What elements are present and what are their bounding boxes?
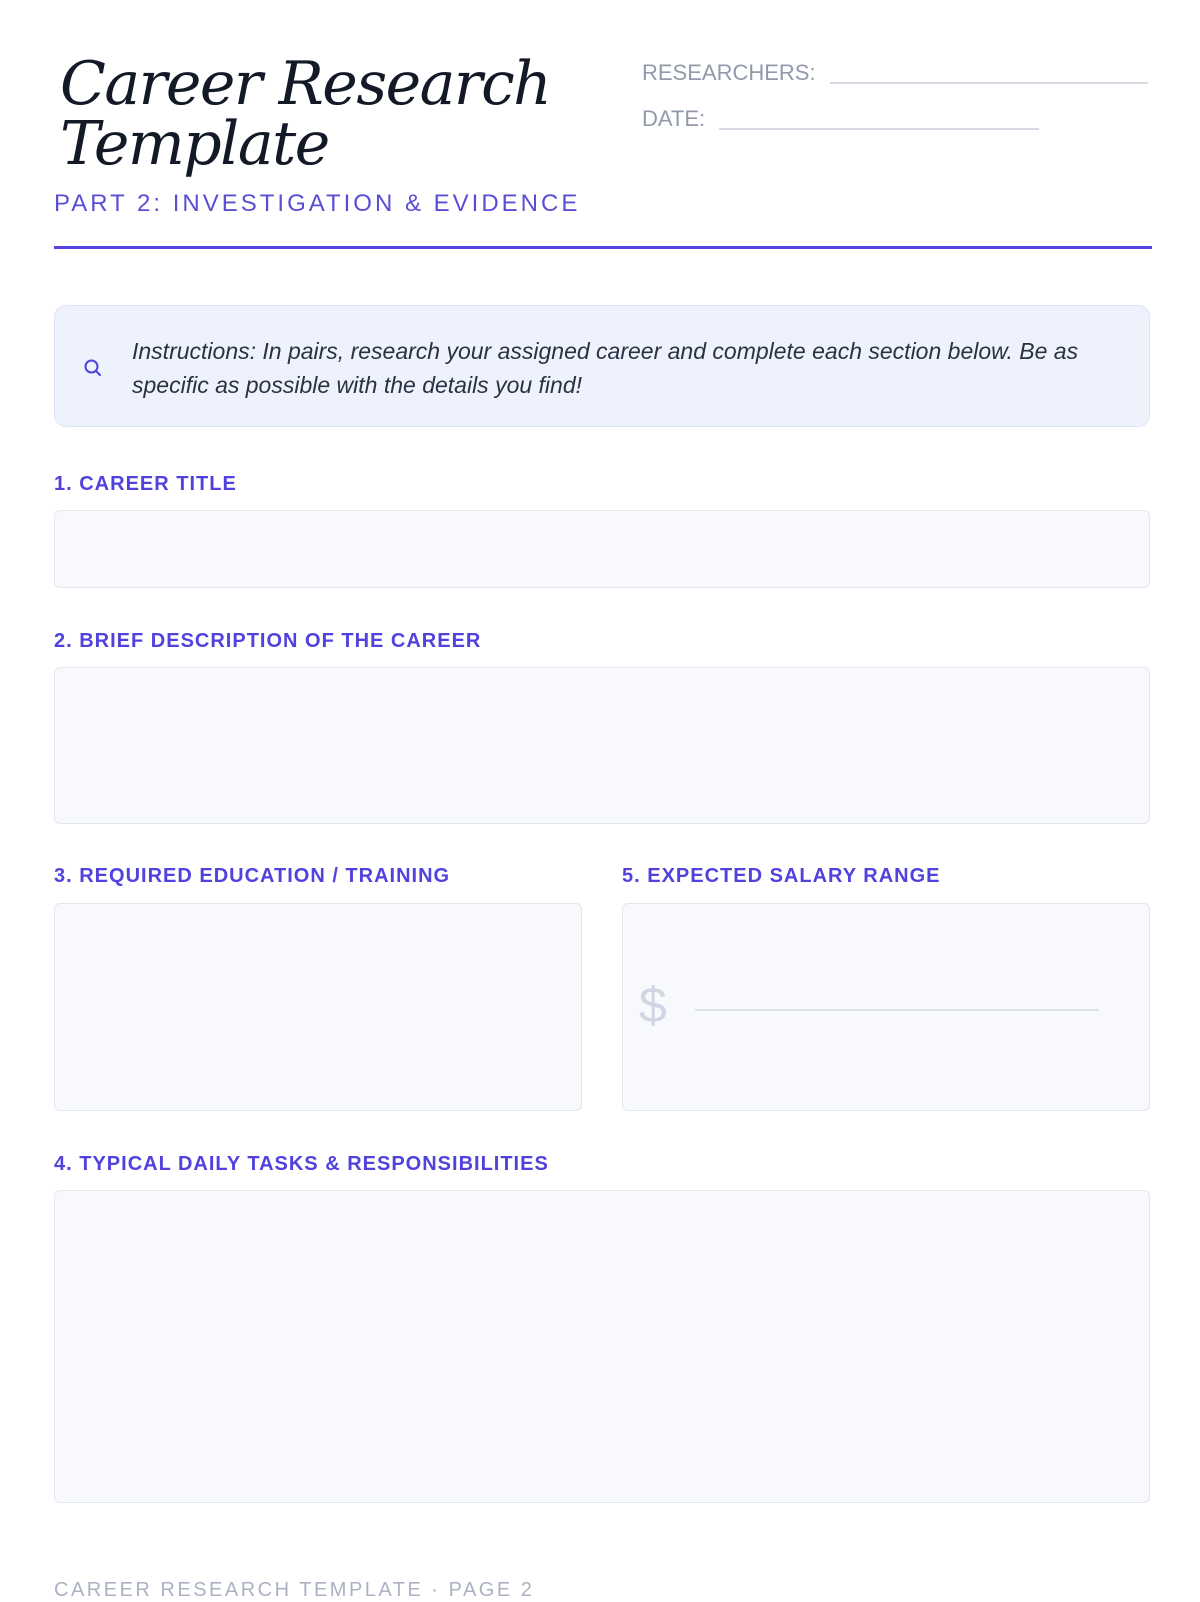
education-field[interactable]: [54, 903, 582, 1111]
dollar-sign: $: [639, 977, 667, 1033]
header-divider: [54, 246, 1152, 249]
instructions-box: [54, 305, 1150, 427]
header-meta: [642, 54, 1152, 146]
researchers-line[interactable]: [830, 82, 1148, 84]
section-salary-label: 5. EXPECTED SALARY RANGE: [622, 865, 941, 887]
career-title-field[interactable]: [54, 510, 1150, 588]
page-footer: CAREER RESEARCH TEMPLATE · PAGE 2: [54, 1579, 535, 1601]
description-field[interactable]: [54, 667, 1150, 824]
instructions-text: Instructions: In pairs, research your assigned career and complete each section below. Be as specific as possible with the details you find!: [132, 338, 1079, 398]
page-title: Career Research Template: [60, 49, 551, 179]
page-subtitle: PART 2: INVESTIGATION & EVIDENCE: [54, 190, 581, 217]
section-tasks-label: 4. TYPICAL DAILY TASKS & RESPONSIBILITIES: [54, 1153, 549, 1175]
section-description-label: 2. BRIEF DESCRIPTION OF THE CAREER: [54, 630, 482, 652]
worksheet-page: [54, 0, 1152, 1600]
researchers-row: [642, 54, 1152, 88]
salary-field[interactable]: [622, 903, 1150, 1111]
tasks-field[interactable]: [54, 1190, 1150, 1503]
date-row: [642, 100, 1152, 134]
section-education-label: 3. REQUIRED EDUCATION / TRAINING: [54, 865, 451, 887]
section-career-title-label: 1. CAREER TITLE: [54, 473, 237, 495]
date-label: DATE:: [642, 106, 706, 131]
salary-write-line[interactable]: [695, 1009, 1099, 1011]
search-icon: [83, 358, 103, 378]
researchers-label: RESEARCHERS:: [642, 60, 816, 85]
date-line[interactable]: [719, 128, 1039, 130]
